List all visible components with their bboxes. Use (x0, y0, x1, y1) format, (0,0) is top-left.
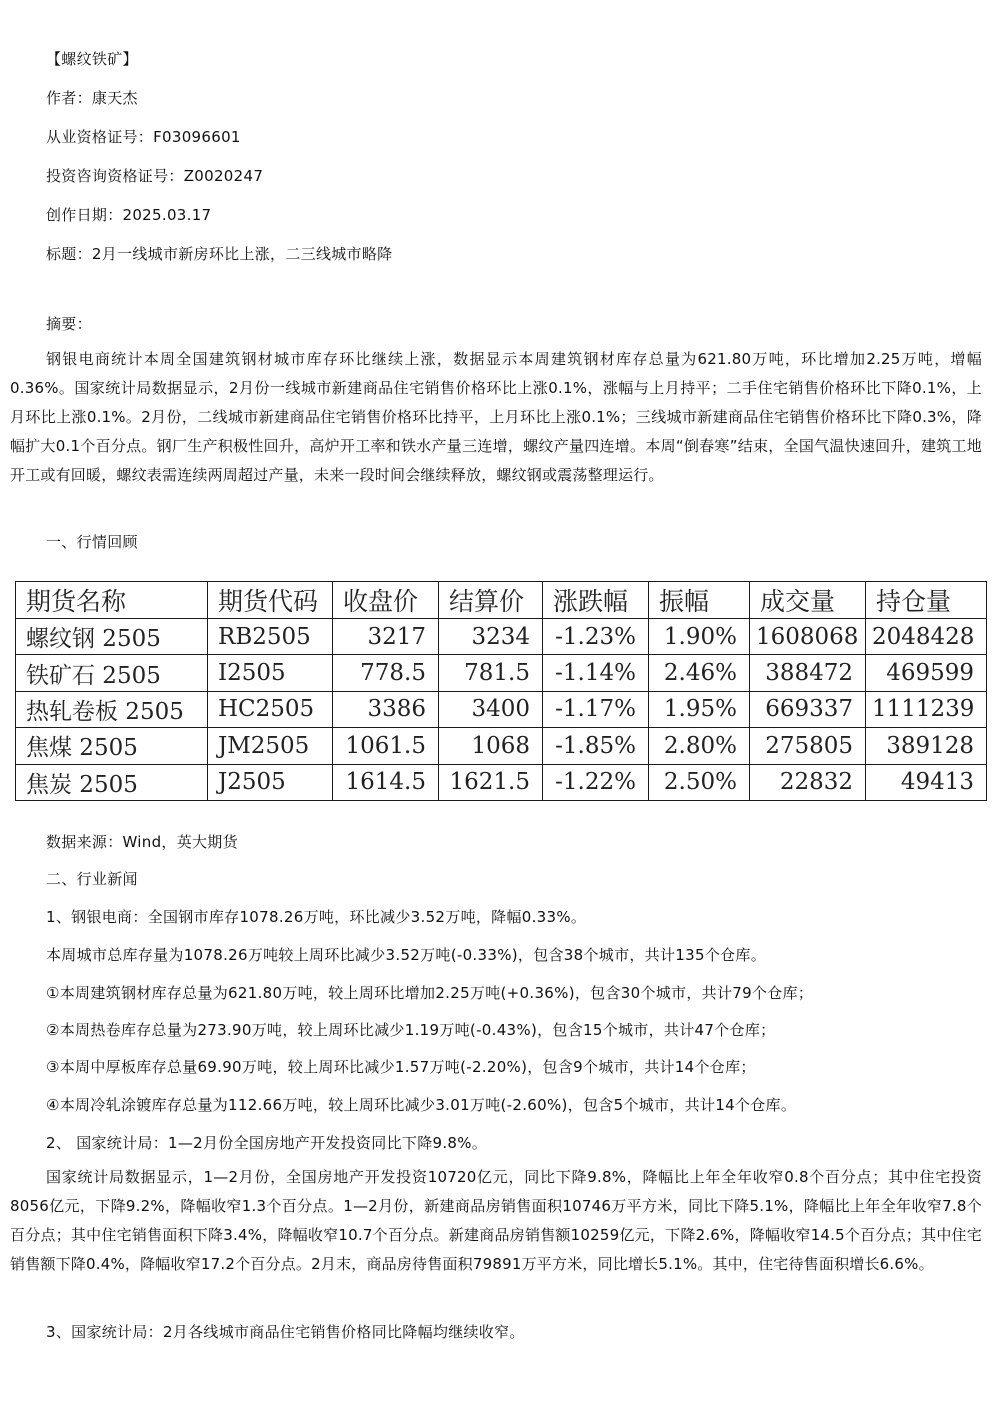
cell: 388472 (750, 655, 866, 691)
cell: RB2505 (208, 619, 333, 655)
cell: 铁矿石 2505 (16, 655, 208, 691)
cell: 275805 (750, 728, 866, 764)
table-row (16, 764, 987, 800)
section-1-heading: 一、行情回顾 (46, 533, 138, 551)
col-header: 期货代码 (208, 582, 333, 619)
col-header: 收盘价 (333, 582, 439, 619)
cell: 1614.5 (333, 764, 439, 800)
cell: -1.85% (543, 728, 649, 764)
section-2-heading: 二、行业新闻 (46, 870, 138, 888)
col-header: 涨跌幅 (543, 582, 649, 619)
cell: 1621.5 (439, 764, 543, 800)
news-1-item-1: ①本周建筑钢材库存总量为621.80万吨，较上周环比增加2.25万吨(+0.36%)，包含30个城市，共计79个仓库； (46, 984, 814, 1002)
cell: 2.80% (649, 728, 750, 764)
license-line-2: 投资咨询资格证号：Z0020247 (46, 167, 264, 185)
cell: J2505 (208, 764, 333, 800)
license-line-1: 从业资格证号：F03096601 (46, 128, 241, 146)
author-line: 作者：康天杰 (46, 89, 138, 107)
title-line: 标题：2月一线城市新房环比上涨，二三线城市略降 (46, 245, 393, 263)
cell: 22832 (750, 764, 866, 800)
col-header: 成交量 (750, 582, 866, 619)
news-1-item-4: ④本周冷轧涂镀库存总量为112.66万吨，较上周环比减少3.01万吨(-2.60%)，包含5个城市，共计14个仓库。 (46, 1096, 797, 1114)
cell: 1061.5 (333, 728, 439, 764)
summary-label: 摘要： (46, 315, 92, 333)
cell: 螺纹钢 2505 (16, 619, 208, 655)
cell: -1.22% (543, 764, 649, 800)
cell: 3217 (333, 619, 439, 655)
cell: 3386 (333, 691, 439, 727)
cell: 778.5 (333, 655, 439, 691)
col-header: 振幅 (649, 582, 750, 619)
cell: 781.5 (439, 655, 543, 691)
news-1-title: 1、钢银电商：全国钢市库存1078.26万吨，环比减少3.52万吨，降幅0.33%。 (46, 908, 587, 926)
cell: 焦炭 2505 (16, 764, 208, 800)
cell: 1.90% (649, 619, 750, 655)
table-row (16, 619, 987, 655)
cell: -1.14% (543, 655, 649, 691)
cell: 2.46% (649, 655, 750, 691)
cell: 3400 (439, 691, 543, 727)
date-line: 创作日期：2025.03.17 (46, 206, 212, 224)
cell: -1.17% (543, 691, 649, 727)
cell: HC2505 (208, 691, 333, 727)
cell: 1111239 (866, 691, 987, 727)
cell: 669337 (750, 691, 866, 727)
news-1-item-3: ③本周中厚板库存总量69.90万吨，较上周环比减少1.57万吨(-2.20%)，包含9个城市，共计14个仓库； (46, 1058, 756, 1076)
table-row (16, 728, 987, 764)
table-row (16, 655, 987, 691)
cell: 469599 (866, 655, 987, 691)
news-2-paragraph: 国家统计局数据显示，1—2月份，全国房地产开发投资10720亿元，同比下降9.8%，降幅比上年全年收窄0.8个百分点；其中住宅投资8056亿元，下降9.2%，降幅收窄1.3个百分点。1—2月份，新建商品房销售面积10746万平方米，同比下降5.1%，降幅比上年全年收窄7.8个百分点；其中住宅销售面积下降3.4%，降幅收窄10.7个百分点。新建商品房销售额10259亿元，下降2.6%，降幅收窄14.5个百分点；其中住宅销售额下降0.4%，降幅收窄17.2个百分点。2月末，商品房待售面积79891万平方米，同比增长5.1%。其中，住宅待售面积增长6.6%。 (10, 1168, 982, 1273)
cell: 1.95% (649, 691, 750, 727)
cell: I2505 (208, 655, 333, 691)
col-header: 持仓量 (866, 582, 987, 619)
cell: 焦煤 2505 (16, 728, 208, 764)
table-header-row (16, 582, 987, 619)
news-1-intro: 本周城市总库存量为1078.26万吨较上周环比减少3.52万吨(-0.33%)，包含38个城市，共计135个仓库。 (46, 946, 767, 964)
quote-table (15, 581, 987, 801)
news-2-title: 2、 国家统计局：1—2月份全国房地产开发投资同比下降9.8%。 (46, 1134, 488, 1152)
col-header: 结算价 (439, 582, 543, 619)
cell: 1608068 (750, 619, 866, 655)
data-source: 数据来源：Wind，英大期货 (46, 833, 238, 851)
cell: 3234 (439, 619, 543, 655)
table-row (16, 691, 987, 727)
summary-paragraph: 钢银电商统计本周全国建筑钢材城市库存环比继续上涨，数据显示本周建筑钢材库存总量为621.80万吨，环比增加2.25万吨，增幅0.36%。国家统计局数据显示，2月份一线城市新建商品住宅销售价格环比上涨0.1%，涨幅与上月持平；二手住宅销售价格环比下降0.1%，上月环比上涨0.1%。2月份，二线城市新建商品住宅销售价格环比持平，上月环比上涨0.1%；三线城市新建商品住宅销售价格环比下降0.3%，降幅扩大0.1个百分点。钢厂生产积极性回升，高炉开工率和铁水产量三连增，螺纹产量四连增。本周“倒春寒”结束，全国气温快速回升，建筑工地开工或有回暖，螺纹表需连续两周超过产量，未来一段时间会继续释放，螺纹钢或震荡整理运行。 (10, 350, 982, 484)
cell: 2048428 (866, 619, 987, 655)
news-1-item-2: ②本周热卷库存总量为273.90万吨，较上周环比减少1.19万吨(-0.43%)，包含15个城市，共计47个仓库； (46, 1021, 776, 1039)
cell: -1.23% (543, 619, 649, 655)
col-header: 期货名称 (16, 582, 208, 619)
cell: 49413 (866, 764, 987, 800)
cell: 389128 (866, 728, 987, 764)
news-3-title: 3、国家统计局：2月各线城市商品住宅销售价格同比降幅均继续收窄。 (46, 1323, 525, 1341)
cell: 2.50% (649, 764, 750, 800)
cell: JM2505 (208, 728, 333, 764)
document-tag: 【螺纹铁矿】 (46, 50, 138, 68)
cell: 热轧卷板 2505 (16, 691, 208, 727)
cell: 1068 (439, 728, 543, 764)
